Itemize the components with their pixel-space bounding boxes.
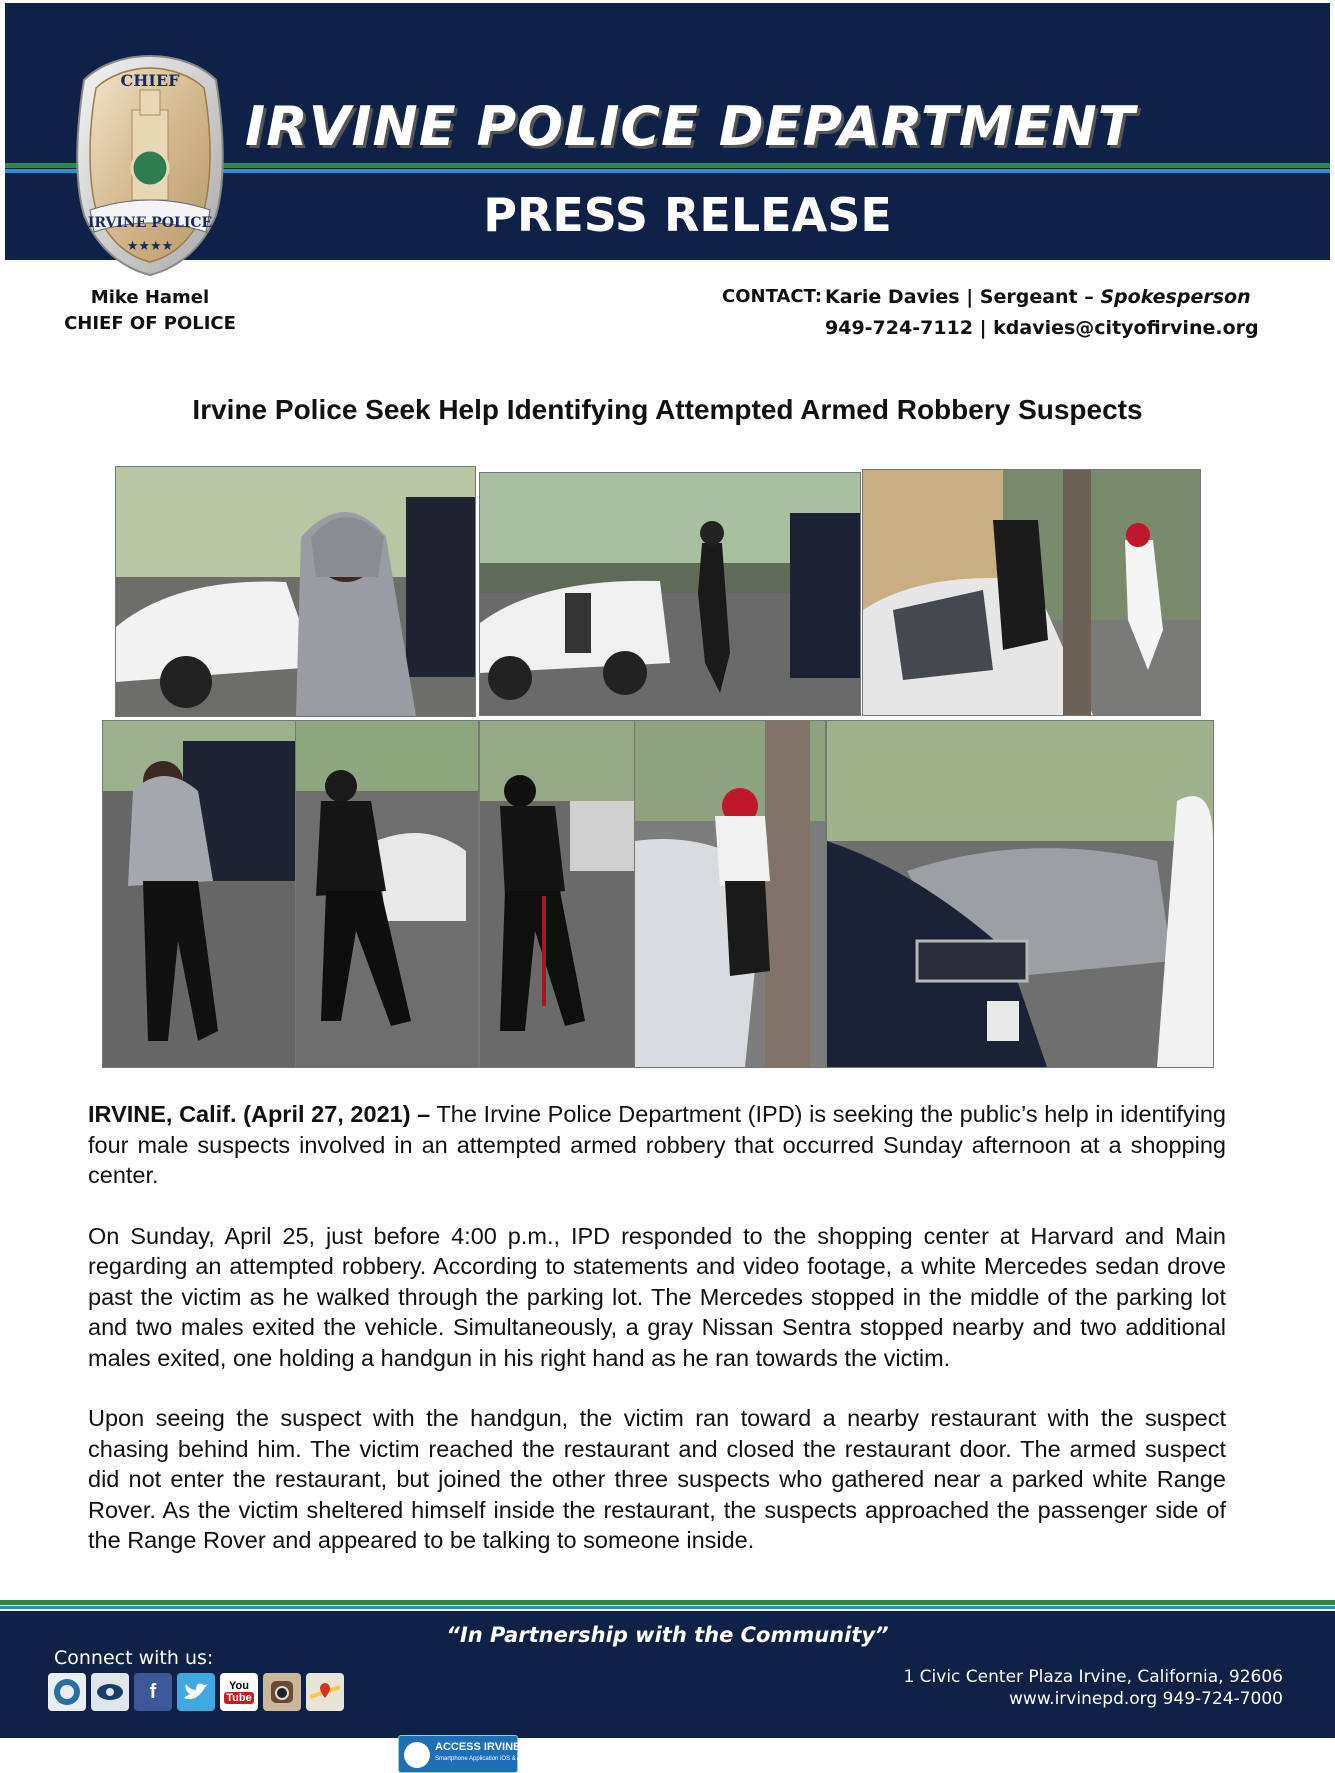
body-paragraph-3: Upon seeing the suspect with the handgun, the victim ran toward a nearby restaurant with the suspect chasing behind him. The victim reached the restaurant and closed the restaurant door. The armed suspect did not enter the restaurant, but joined the other three suspects who gathered near a parked white Range Rover. As the victim sheltered himself inside the restaurant, the suspects approached the passenger side of the Range Rover and appeared to be talking to someone inside. [88, 1405, 1226, 1553]
badge-bottom-text: IRVINE POLICE [87, 215, 213, 231]
contact-role: Spokesperson [1100, 286, 1251, 308]
connect-label: Connect with us: [54, 1647, 214, 1669]
contact-phone-email[interactable]: 949-724-7112 | kdavies@cityofirvine.org [825, 317, 1259, 339]
badge-stars: ★★★★ [126, 239, 174, 254]
suspect-photo-8 [826, 720, 1214, 1068]
press-release-body [88, 1099, 1226, 1586]
contact-label: CONTACT: [722, 286, 823, 307]
footer-tagline: “In Partnership with the Community” [446, 1623, 889, 1647]
suspect-photo-5 [295, 720, 479, 1068]
department-title: IRVINE POLICE DEPARTMENT [245, 95, 1136, 158]
irvine-seal-icon[interactable] [48, 1673, 86, 1711]
suspect-photo-6 [479, 720, 636, 1068]
suspect-photo-3 [862, 469, 1201, 716]
street-address: 1 Civic Center Plaza Irvine, California, 92606 [903, 1667, 1283, 1687]
suspect-photo-1 [115, 466, 476, 717]
access-irvine-subtitle: Smartphone Application iOS & Android [435, 1756, 538, 1762]
twitter-icon[interactable] [177, 1673, 215, 1711]
contact-name-rank: Karie Davies | Sergeant – [825, 286, 1101, 308]
body-paragraph-1-text: The Irvine Police Department (IPD) is seeking the public’s help in identifying four male suspects involved in an attempted armed robbery that occurred Sunday afternoon at a shopping center. [88, 1101, 1226, 1188]
suspect-photo-2 [479, 472, 861, 716]
suspect-photo-4 [102, 720, 296, 1068]
access-irvine-app-button[interactable] [398, 1735, 538, 1773]
youtube-icon[interactable]: You Tube [220, 1673, 258, 1711]
chief-of-police-block [50, 285, 250, 337]
footer-banner [0, 1611, 1335, 1762]
access-irvine-title: ACCESS IRVINE [435, 1741, 521, 1753]
headline: Irvine Police Seek Help Identifying Attempted Armed Robbery Suspects [192, 394, 1143, 425]
press-release-title: PRESS RELEASE [483, 188, 892, 242]
badge-top-text: CHIEF [120, 71, 180, 90]
access-irvine-logo-icon [404, 1742, 430, 1768]
instagram-icon[interactable] [263, 1673, 301, 1711]
footer-address [903, 1666, 1283, 1710]
dateline: IRVINE, Calif. (April 27, 2021) – [88, 1101, 431, 1127]
contact-details [825, 282, 1259, 344]
website-phone[interactable]: www.irvinepd.org 949-724-7000 [1009, 1689, 1283, 1709]
chief-title: CHIEF OF POLICE [64, 313, 236, 334]
eye-icon[interactable] [91, 1673, 129, 1711]
body-paragraph-1 [88, 1099, 1226, 1191]
facebook-icon[interactable]: f [134, 1673, 172, 1711]
google-maps-icon[interactable] [306, 1673, 344, 1711]
chief-name: Mike Hamel [90, 287, 210, 308]
suspect-photo-7 [634, 720, 826, 1068]
footer-blue-stripe [0, 1606, 1335, 1609]
footer-green-stripe [0, 1600, 1335, 1605]
chief-badge-icon [70, 50, 230, 280]
contact-name-line [825, 282, 1259, 313]
body-paragraph-2: On Sunday, April 25, just before 4:00 p.m., IPD responded to the shopping center at Harvard and Main regarding an attempted robbery. According to statements and video footage, a white Mercedes sedan drove past the victim as he walked through the parking lot. The Mercedes stopped in the middle of the parking lot and two males exited the vehicle. Simultaneously, a gray Nissan Sentra stopped nearby and two additional males exited, one holding a handgun in his right hand as he ran towards the victim. [88, 1222, 1226, 1371]
